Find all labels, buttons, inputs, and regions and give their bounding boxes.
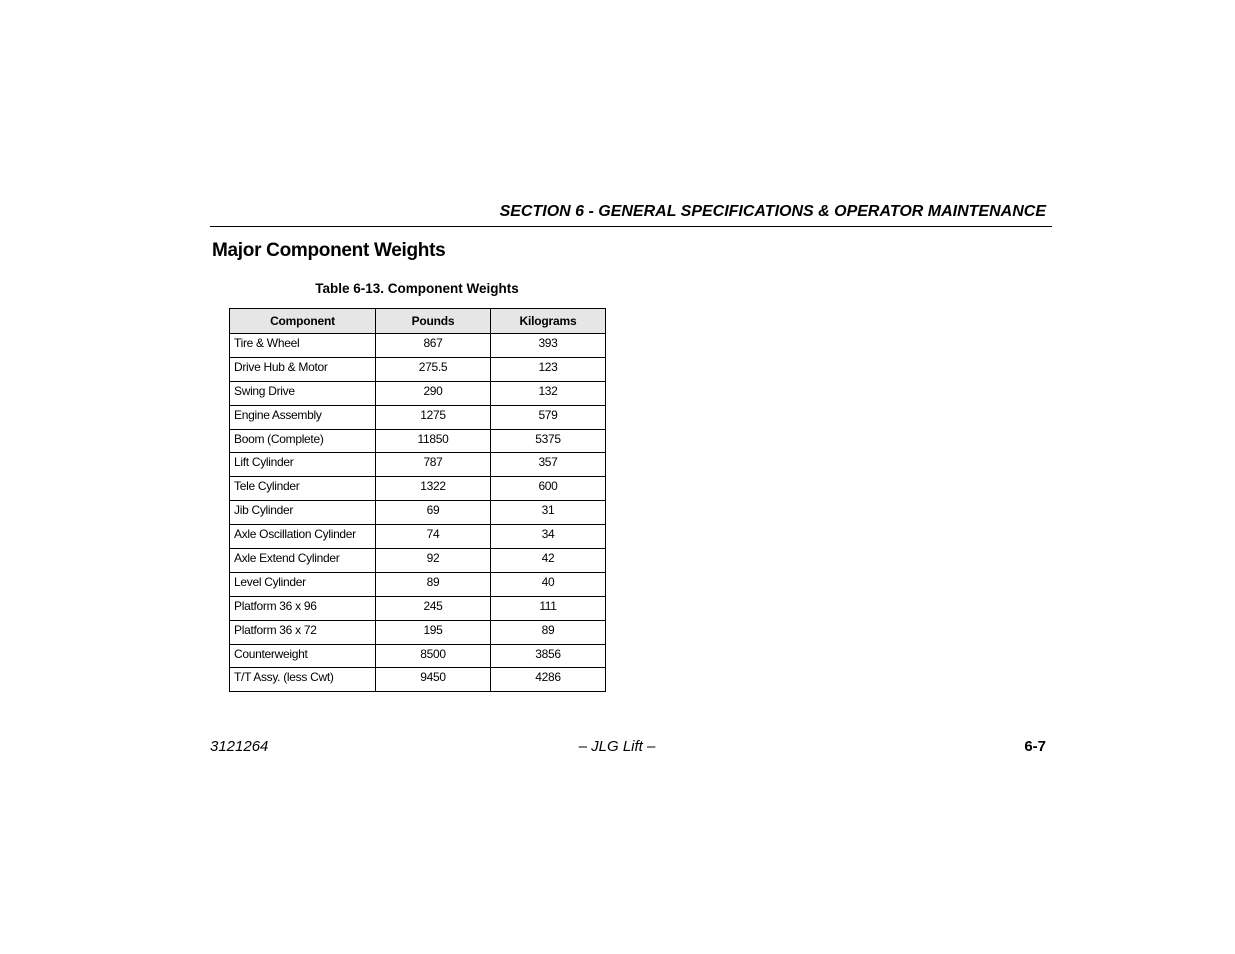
component-cell: Jib Cylinder xyxy=(230,501,376,525)
table-row xyxy=(230,334,606,358)
component-cell: T/T Assy. (less Cwt) xyxy=(230,668,376,692)
footer-brand: – JLG Lift – xyxy=(578,738,656,755)
section-header: SECTION 6 - GENERAL SPECIFICATIONS & OPERATOR MAINTENANCE xyxy=(499,203,1046,220)
pounds-cell: 787 xyxy=(376,453,491,477)
pounds-cell: 867 xyxy=(376,334,491,358)
pounds-cell: 9450 xyxy=(376,668,491,692)
table-row xyxy=(230,357,606,381)
pounds-cell: 89 xyxy=(376,572,491,596)
kilograms-cell: 600 xyxy=(491,477,606,501)
component-cell: Axle Extend Cylinder xyxy=(230,549,376,573)
table-row xyxy=(230,501,606,525)
table-row xyxy=(230,644,606,668)
kilograms-cell: 40 xyxy=(491,572,606,596)
pounds-cell: 74 xyxy=(376,525,491,549)
table-row xyxy=(230,405,606,429)
kilograms-cell: 4286 xyxy=(491,668,606,692)
document-number: 3121264 xyxy=(210,738,269,755)
table-caption: Table 6-13. Component Weights xyxy=(315,281,519,296)
component-cell: Engine Assembly xyxy=(230,405,376,429)
pounds-cell: 1275 xyxy=(376,405,491,429)
table-row xyxy=(230,549,606,573)
header-divider xyxy=(210,226,1052,227)
pounds-cell: 8500 xyxy=(376,644,491,668)
kilograms-cell: 111 xyxy=(491,596,606,620)
table-row xyxy=(230,453,606,477)
component-cell: Lift Cylinder xyxy=(230,453,376,477)
kilograms-cell: 3856 xyxy=(491,644,606,668)
table-row xyxy=(230,572,606,596)
pounds-cell: 69 xyxy=(376,501,491,525)
pounds-cell: 1322 xyxy=(376,477,491,501)
table-row xyxy=(230,429,606,453)
column-header-pounds: Pounds xyxy=(376,309,491,334)
pounds-cell: 11850 xyxy=(376,429,491,453)
pounds-cell: 195 xyxy=(376,620,491,644)
kilograms-cell: 34 xyxy=(491,525,606,549)
component-cell: Platform 36 x 72 xyxy=(230,620,376,644)
kilograms-cell: 123 xyxy=(491,357,606,381)
kilograms-cell: 5375 xyxy=(491,429,606,453)
pounds-cell: 245 xyxy=(376,596,491,620)
kilograms-cell: 132 xyxy=(491,381,606,405)
kilograms-cell: 393 xyxy=(491,334,606,358)
component-cell: Axle Oscillation Cylinder xyxy=(230,525,376,549)
kilograms-cell: 42 xyxy=(491,549,606,573)
table-row xyxy=(230,620,606,644)
table-row xyxy=(230,525,606,549)
kilograms-cell: 357 xyxy=(491,453,606,477)
component-cell: Drive Hub & Motor xyxy=(230,357,376,381)
table-row xyxy=(230,477,606,501)
page-number: 6-7 xyxy=(1024,738,1046,755)
kilograms-cell: 579 xyxy=(491,405,606,429)
column-header-kilograms: Kilograms xyxy=(491,309,606,334)
table-header-row xyxy=(230,309,606,334)
table-row xyxy=(230,596,606,620)
pounds-cell: 275.5 xyxy=(376,357,491,381)
component-cell: Tire & Wheel xyxy=(230,334,376,358)
component-cell: Level Cylinder xyxy=(230,572,376,596)
component-cell: Boom (Complete) xyxy=(230,429,376,453)
kilograms-cell: 89 xyxy=(491,620,606,644)
component-cell: Swing Drive xyxy=(230,381,376,405)
component-cell: Tele Cylinder xyxy=(230,477,376,501)
kilograms-cell: 31 xyxy=(491,501,606,525)
table-row xyxy=(230,381,606,405)
component-weights-table xyxy=(229,308,606,692)
pounds-cell: 290 xyxy=(376,381,491,405)
table-row xyxy=(230,668,606,692)
component-cell: Counterweight xyxy=(230,644,376,668)
component-cell: Platform 36 x 96 xyxy=(230,596,376,620)
page-title: Major Component Weights xyxy=(212,240,446,261)
column-header-component: Component xyxy=(230,309,376,334)
pounds-cell: 92 xyxy=(376,549,491,573)
